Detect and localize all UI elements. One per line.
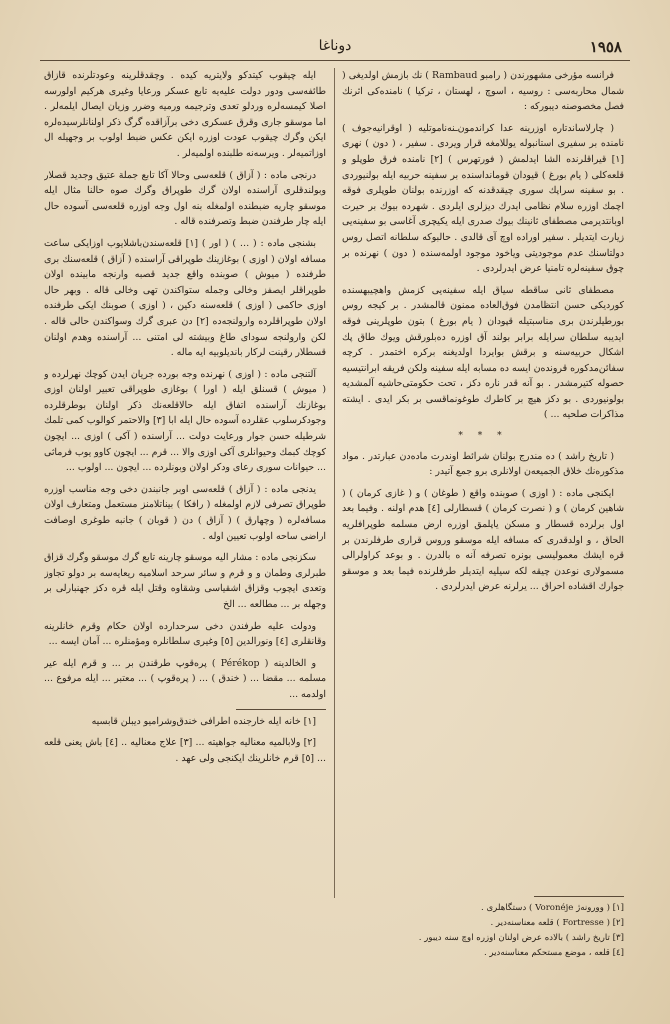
paragraph: درنجی ماده : ( آزاق ) قلعه‌سی وحالا آکا تابع جملة عتیق وجدید قصلار وبولندقلری آراسنده اولان گرك طوپراق وگرك صوه حالنا مثال ایله موسقو چاریه ضبطنده اولمغله بنه اول وجه اوزره قلعه‌سی آسوده حال ایله چار طرفندن ضبط وتصرفنده قاله . <box>44 169 326 228</box>
paragraph: آلتنجی ماده : ( اوزی ) نهرنده وجه بورده جریان ایدن کوچك نهرلرده و ( میوش ) قسنلق ایله ( اورا ) بوغازی طوپراقی تعبیر اولنان اوزی بوغازنك آراسنده اتفاق ایله حالاقلعه‌نك ذکر اولنان بوطرقلرده وجودکرسلوب عقلرده آسوده حال ایله ابا [٣] والاحتمر کوالوب کمی تلمك شرطیله حسن جوار ورعایت دولت ... آراسنده ( آکی ) اوزی ... ایچون کوچك كبمك وحیوانلری آکی اوزی والا ... قرم‌ ... ایچون کاوو یوب فرماثی ... حیوانات سوری رعای ودکر اولان وبونلرده ... ایچون ... اولوب ... <box>44 368 326 474</box>
paragraph: ایکنجی ماده : ( اوزی ) صوبنده واقع ( طوغان ) و ( غازی کرمان ) ( شاهین کرمان ) و ( نصرت کرمان ) قسطارلی [٤] هدم اولنه . وفیما بعد اول برلرده قسطار و مسکن یاپلمق اوزره ارض مسلمه طوپرافلریه الحاق ، و اولدقدری که مسافه ایله موسقو وروس قراری طرفلرندن بر قره ایشك معمولیسی بونره تصرفه آنه ه بالدرن . و بوعد کراولرالی مسمولاری نوعدن چیقه لکه سیلیه ایتدیلر طرفلرنده فیما بعد و موسقو جوارك اقشاده احراق ... یرلرنه عرض ایدرلردی . <box>342 487 624 593</box>
footnote: [٢] ولابالمیه معنالیه جواهیته ... [٣] علاج معنالیه .. [٤] باش یعنی قلعه ... [٥] قرم خانلرینك ایکنجی ولی عهد . <box>44 737 326 764</box>
footnote-rule <box>236 709 326 710</box>
paragraph: سکزنجی ماده : مشار الیه موسقو چارینه تابع گرك موسقو وگرك قزاق طبرلری وطمان و و قرم و سائر سرحد اسلامیه ریعایه‌سه بر دولو تجاوز وتعدی ایچوب وقزاق اشقیاسی وشقاوه وقتل ایله قره دکز جهنبارلی بر وجهله بر ... مطالعه‌ ... الخ <box>44 552 326 610</box>
footnote: [٤] قلعه ، موضع مستحکم معناسنه‌دیر . <box>483 948 624 958</box>
footnote: [٣] تاریخ راشد ) بالاده عرض اولنان اوزره اوچ سنه دیبور . <box>418 933 624 943</box>
paragraph: ( چارلاساندتاره اوزرینه عدا کراندمون‌ـنه‌ناموتلیه ( اوقرانیه‌جوف ) نامنده بر سفیری استانبوله یوللامغه قرار ویردی . سفیر ، ( دون ) نهری [١] قیراقلرنده الشا ایدلمش ( فورتهرس ) [٢] نامنده فرق طوپلو و قلعه‌کلی ( یام بورغ ) قیودان قومانداسنده بر سفینه حربیه ایله بولنیوردی . بو سفینه سراپك سوری چیقدقدنه كه اوزرنده بولنان طوپلری فوقه اچمك اوزره سلام نظامی ایدرك دیزلری ایلردی . شهرده بیوك بر حیرت اوبانتدیرمی مصطفای ثانینك بیوك صدری ایله یکیچری آغاسی بو سفینه‌یی زیارت ایتدیلر . سفیر اوراده اوچ آی قالدی . حالبوکه سلطانه اتصل روس دولتاسنك عدم موجودیتی ویاخود موجود اولمه‌سنده ( دون ) نهرنده بر چوق سفینه‌لره تامنیا عرض ایدرلردی . <box>342 122 624 275</box>
page-number: ١٩٥٨ <box>589 38 622 56</box>
paragraph: یدنجی ماده : ( آزاق ) قلعه‌سی اوبر جانبندن دخی وجه مناسب اوزره طوپراق تصرفی لازم اولمغله ( رافکا ) بیناتلامنز مستعمل ومتعارف اولان مسافه‌لره ( وچهارق ) ( آزاق ) دن ( قوبان ) جانبه طوغری اوصافت اراضی ساحه اولوب تعیین اوله . <box>44 483 326 542</box>
paragraph: و الخالدینه ( Pérékop ) پره‌قوپ طرقندن بر ... و قرم ایله عیر مسلمه ... مقضا ... ( خندق ) ... ( پره‌قوپ ) ... معتبر ... ایله مرفوع ... اولدمه ... <box>44 657 326 700</box>
paragraph: ودولت علیه طرفندن دخی سرحدارده اولان حکام وقرم خانلرینه وقانقلری [٤] ونورالدین [٥] وغیری سلطانلره ومؤمنلره ... آمان ایسه ... <box>44 620 326 648</box>
paragraph: مصطفای ثانی ساقطه‌ سیاق ایله سفینه‌یی کزمش واهچیبهسنده کوردیکی حسن انتظامدن فوق‌العاده ممنون قالمشدر . بر کیجه روس بورطیلرندن بری مناسبتیله قپودان ( یام بورغ ) بتون طوپلرینی فوقه ایدیبه سلطان سرایله برابر بولند آق اوزره ده‌بلورقش ویوك طاق پك اشکال حربیه‌سنه و برقش بوایردا اولدیغنه بركره اختمدر . کرچه سفائن‌مدکوره قرونده‌ن ایسه‌ ده مسابه‌ ایله سفینه‌ ولکن فریقه‌ ابرانتیسیه حصوله کتیرمشدر . بو آنه قدر ناره دکز ، تحت حکومتی‌حاشیه آلمشدیه بولونیوردی . بو دکز هیچ بر کاطرك طوغونماقسی بر بکر ایدی . ایشته‌ مذاکرات صلحیه ... ) <box>342 284 624 421</box>
section-separator: * * * <box>458 431 508 442</box>
right-column <box>342 68 624 890</box>
right-footnotes <box>342 896 624 961</box>
paragraph: فرانسه مؤرخی مشهورندن ( رامبو Rambaud ) نك بازمش اولدیغی ( شمال محاربه‌سی : روسیه ، اسوچ ، لهستان ، ترکیا ) نامنده‌کی اثرنك فصل مخصوصنه دیبورکه : <box>342 70 624 113</box>
running-title: دوناغا <box>318 38 352 54</box>
footnote: [١] ( وورونه‌ژ Voronéje ) دستگاهلری . <box>480 903 624 913</box>
footnote-rule <box>534 896 624 897</box>
paragraph: ایله چیقوب کیتدکو ولایتریه کیده . وچقدقلرینه وعودتلرنده قازاق طائفه‌سی ودور دولت علیه‌یه تابع عسکر ورعایا وغیری هرکیم اولورسه اصلا کیمسه‌لره وردلو تعدی وترجیمه ورمیه‌ وضرر وزیان ایصال ایلمه‌لر . اما موسقو جاری وقرق عسکری دخی برآزاقده گرگ ذکر اولنانلرسیده‌لره ایکن وگرك چیقوب عودت اوزره ایکن عکس ضبط اولوب بر وجهیله ال اوزاتمیه‌لر . ویرسه‌نه طلبنده اولمیه‌لر . <box>44 70 326 159</box>
left-column <box>44 68 326 974</box>
paragraph: بشنجی ماده : ( … ) ( اور ) [١] قلعه‌سندن‌باشلایوب اوزایکی ساعت مسافه اولان ( اوزی ) بوغازینك طوپراقی آراسنده ( آزاق ) قلعه‌سنك بری طرفنده ( میوش ) صوبنده واقع جدید قصبه وارنجه مابینده اولان طوپراقلر ایصفز وخالی وجمله ستواکندن تهی وخالی قاله . وبهر حال اوزی حاکمی ( اوزی ) قلعه‌سنه دکین ، ( اوزی ) صوبنك ایکی طرفنده اولان طوپراقلرده وارولنجه‌ده [٢] دن عبری گرك وسواکندن حالی قاله . لکن وارولنجه سودای طاغ‌ وبیشته‌ لی امتنی ... آراسنده وهدم اولنان قسطلار رقینت لرکار باندیلوبیه‌ ایه ماله . <box>44 237 326 359</box>
header-rule <box>40 60 630 61</box>
column-divider <box>334 68 335 898</box>
paragraph: ( تاریخ راشد ) ده مندرج بولنان شرائط اوندرت ماده‌دن عبارتدر . مواد مذکوره‌نك خلاق الجمیعه‌ن اولانلری برو جمع‌ آتیدر : <box>342 450 624 478</box>
footnote: [١] خانه ایله خارجنده اطرافی خندق‌وشرامیو دیبلن قابسیه <box>91 715 316 727</box>
page-header <box>40 38 630 62</box>
footnote: [٢] ( Fortresse ) قلعه معناسنه‌دیر . <box>490 918 624 928</box>
